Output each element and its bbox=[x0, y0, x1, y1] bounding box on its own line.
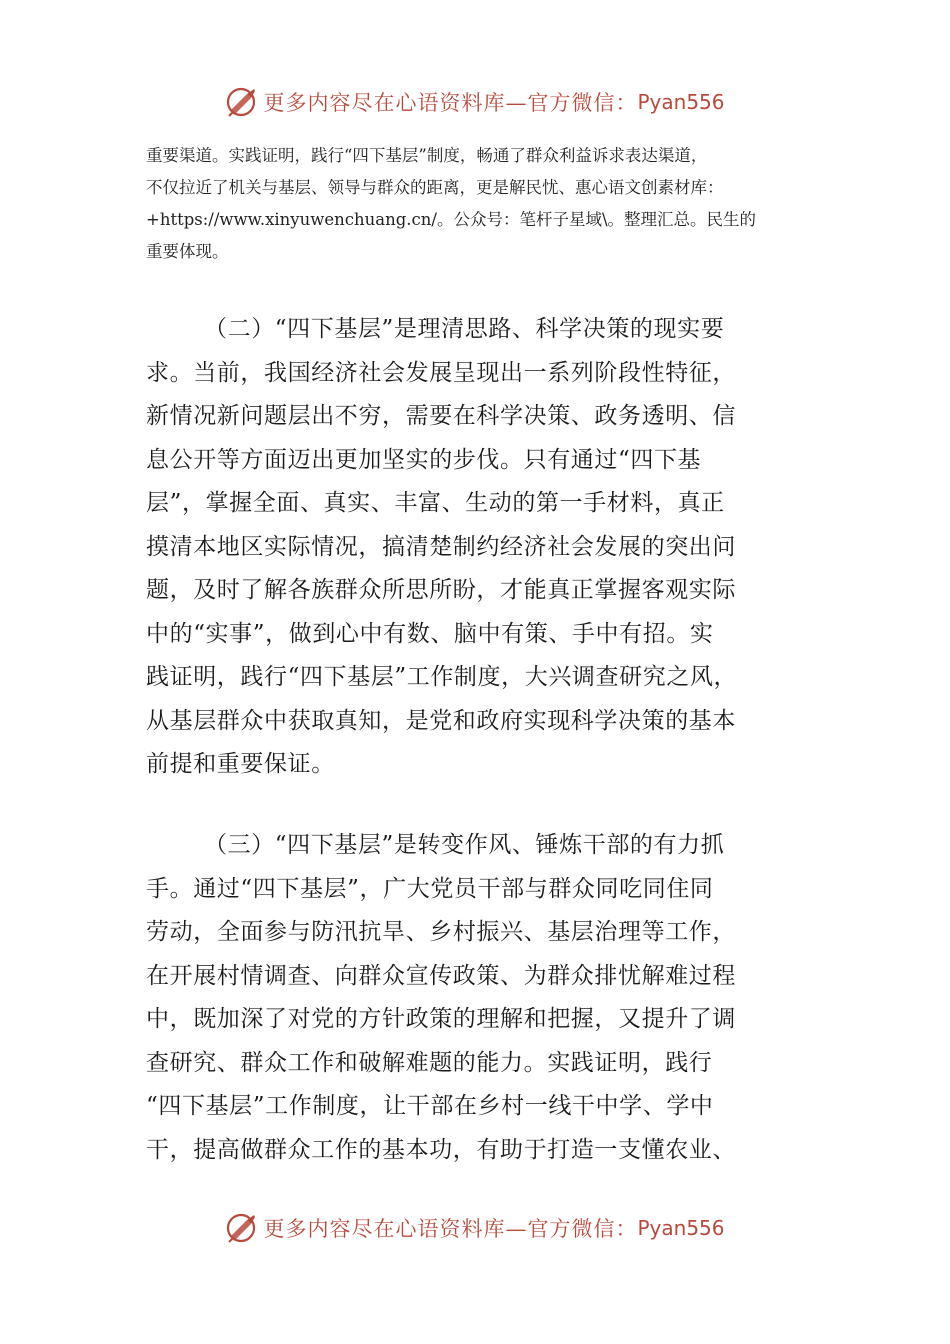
pen-logo-icon bbox=[225, 85, 259, 119]
text-line: “四下基层”工作制度，让干部在乡村一线干中学、学中 bbox=[146, 1093, 714, 1119]
text-line: +https://www.xinyuwenchuang.cn/。公众号：笔杆子星域\。整理汇总。民生的 bbox=[146, 210, 757, 229]
header-banner bbox=[0, 82, 950, 122]
footer-banner bbox=[0, 1208, 950, 1248]
text-line: 求。当前，我国经济社会发展呈现出一系列阶段性特征， bbox=[146, 359, 736, 386]
text-line: 劳动，全面参与防汛抗旱、乡村振兴、基层治理等工作， bbox=[146, 919, 736, 945]
text-line: 中，既加深了对党的方针政策的理解和把握，又提升了调 bbox=[146, 1006, 736, 1032]
header-banner-wechat-id: Pyan556 bbox=[637, 90, 725, 114]
text-line: 手。通过“四下基层”，广大党员干部与群众同吃同住同 bbox=[146, 875, 714, 902]
text-line: 干，提高做群众工作的基本功，有助于打造一支懂农业、 bbox=[146, 1136, 736, 1163]
text-line: 查研究、群众工作和破解难题的能力。实践证明，践行 bbox=[146, 1049, 713, 1076]
text-line: 重要体现。 bbox=[146, 242, 229, 261]
text-line: （二）“四下基层”是理清思路、科学决策的现实要 bbox=[204, 316, 725, 342]
intro-paragraph bbox=[146, 140, 806, 268]
text-line: 在开展村情调查、向群众宣传政策、为群众排忧解难过程 bbox=[146, 962, 736, 989]
text-line: 层”，掌握全面、真实、丰富、生动的第一手材料，真正 bbox=[146, 490, 725, 516]
text-line: 摸清本地区实际情况，搞清楚制约经济社会发展的突出问 bbox=[146, 533, 736, 560]
text-line: 新情况新问题层出不穷，需要在科学决策、政务透明、信 bbox=[146, 403, 736, 429]
text-line: 中的“实事”，做到心中有数、脑中有策、手中有招。实 bbox=[146, 620, 714, 647]
text-line: 题，及时了解各族群众所思所盼，才能真正掌握客观实际 bbox=[146, 577, 736, 603]
text-line: 不仅拉近了机关与基层、领导与群众的距离，更是解民忧、惠心语文创素材库： bbox=[146, 178, 724, 197]
text-line: 践证明，践行“四下基层”工作制度，大兴调查研究之风， bbox=[146, 664, 738, 690]
text-line: 息公开等方面迈出更加坚实的步伐。只有通过“四下基 bbox=[146, 446, 702, 473]
text-line: （三）“四下基层”是转变作风、锤炼干部的有力抓 bbox=[204, 832, 725, 858]
text-line: 从基层群众中获取真知，是党和政府实现科学决策的基本 bbox=[146, 707, 736, 734]
section-two-paragraph bbox=[146, 308, 806, 787]
section-three-paragraph bbox=[146, 824, 806, 1172]
footer-banner-text: 更多内容尽在心语资料库—官方微信： bbox=[263, 1217, 638, 1241]
text-line: 重要渠道。实践证明，践行“四下基层”制度，畅通了群众利益诉求表达渠道， bbox=[146, 146, 708, 165]
header-banner-text: 更多内容尽在心语资料库—官方微信： bbox=[263, 91, 638, 115]
pen-logo-icon bbox=[225, 1211, 259, 1245]
text-line: 前提和重要保证。 bbox=[146, 751, 335, 777]
footer-banner-wechat-id: Pyan556 bbox=[637, 1216, 725, 1240]
